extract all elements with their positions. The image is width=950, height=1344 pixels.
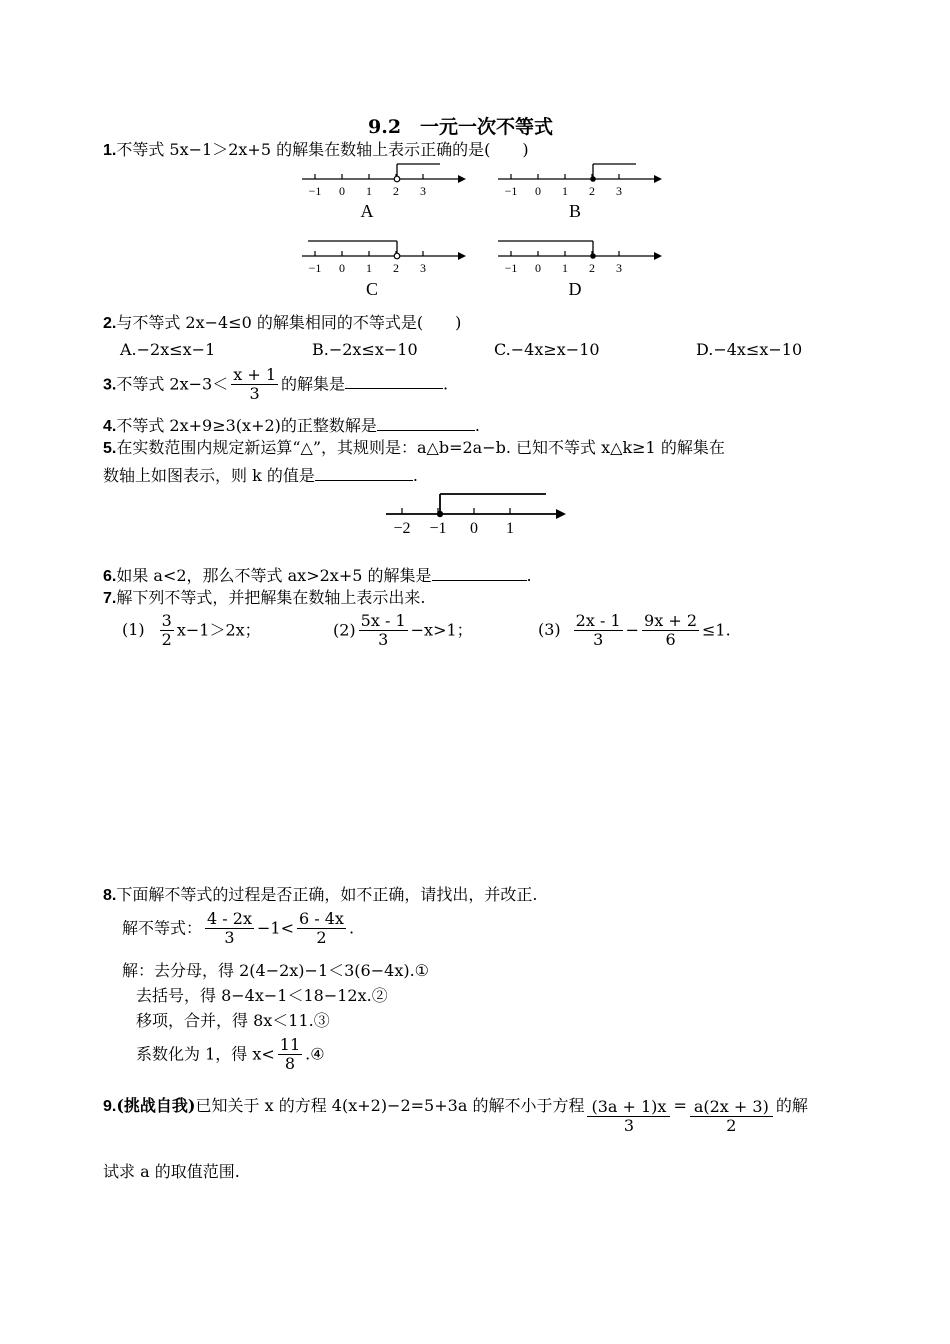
option-c-ticks xyxy=(309,251,426,275)
tick-label: −2 xyxy=(393,520,411,537)
question-8-inequality: 解不等式： $\frac{4 - 2x}{3}$ −1< $\frac{6 - 4x}{2}$ . xyxy=(122,909,355,948)
question-number: 3. xyxy=(103,376,117,394)
problem-7-3: (3) $\frac{2x - 1}{3}$ − $\frac{9x + 2}{6}$ ≤1. xyxy=(538,611,731,650)
question-text: 不等式 5x−1＞2x+5 的解集在数轴上表示正确的是( ) xyxy=(116,140,529,159)
solution-step-1: 解：去分母，得 2(4−2x)−1＜3(6−4x).① xyxy=(122,961,430,980)
tick-label: −1 xyxy=(504,261,518,275)
fraction: $\frac{x + 1}{3}$ xyxy=(233,365,277,404)
question-1 xyxy=(103,142,529,159)
option-d-number-line xyxy=(496,235,666,305)
question-text-end: 的解集是 xyxy=(281,374,346,394)
tick-label: 1 xyxy=(366,261,372,275)
option-b-number-line xyxy=(496,158,666,228)
question-5-line-2: 数轴上如图表示，则 k 的值是 . xyxy=(103,466,418,485)
question-2 xyxy=(103,315,461,332)
tick-label: −1 xyxy=(429,520,447,537)
option-b-ticks xyxy=(505,174,622,198)
page-title: 9.2 一元一次不等式 xyxy=(368,116,554,138)
solution-step-4: 系数化为 1，得 x< $\frac{11}{8}$ .④ xyxy=(136,1035,325,1074)
question-number: 4. xyxy=(103,418,117,435)
option-a-number-line xyxy=(300,158,470,228)
fraction: $\frac{(3a + 1)x}{3}$ xyxy=(587,1098,670,1136)
fraction: $\frac{9x + 2}{6}$ xyxy=(644,611,698,650)
closed-dot xyxy=(590,253,596,259)
question-text: 不等式 2x−3＜ xyxy=(116,374,229,394)
closed-dot xyxy=(590,176,596,182)
fraction: $\frac{4 - 2x}{3}$ xyxy=(207,909,252,948)
fraction: $\frac{3}{2}$ xyxy=(161,611,172,650)
answer-blank[interactable] xyxy=(432,566,527,581)
challenge-tag: (挑战自我) xyxy=(116,1096,196,1115)
question-text: 在实数范围内规定新运算“△”，其规则是：a△b=2a−b. 已知不等式 x△k≥1 的解集在 xyxy=(116,438,725,457)
tick-label: 2 xyxy=(589,184,595,198)
tick-label: 3 xyxy=(616,261,622,275)
tick-label: 2 xyxy=(393,261,399,275)
open-dot xyxy=(394,253,400,259)
question-text: 已知关于 x 的方程 4(x+2)−2=5+3a 的解不小于方程 xyxy=(195,1096,585,1115)
solution-step-2: 去括号，得 8−4x−1＜18−12x.② xyxy=(136,986,388,1005)
answer-blank[interactable] xyxy=(345,374,443,389)
option-label: B xyxy=(568,201,582,221)
answer-blank[interactable] xyxy=(377,416,475,431)
q5-ticks xyxy=(393,508,514,537)
fraction: $\frac{5x - 1}{3}$ xyxy=(360,611,406,650)
question-5 xyxy=(103,440,725,457)
tick-label: 3 xyxy=(420,261,426,275)
problem-7-2: (2) $\frac{5x - 1}{3}$ −x>1； xyxy=(333,611,473,650)
problem-7-1: (1) $\frac{3}{2}$ x−1＞2x； xyxy=(122,611,261,650)
question-text: 与不等式 2x−4≤0 的解集相同的不等式是( ) xyxy=(116,313,462,332)
question-number: 1. xyxy=(103,142,117,159)
option-c-number-line xyxy=(300,235,470,305)
choice-c: C.−4x≥x−10 xyxy=(494,340,600,359)
option-label: C xyxy=(365,279,379,299)
tick-label: −1 xyxy=(308,184,322,198)
question-9-line-2: 试求 a 的取值范围. xyxy=(103,1162,240,1181)
tick-label: 0 xyxy=(470,520,478,537)
question-9: 9.(挑战自我)已知关于 x 的方程 4(x+2)−2=5+3a 的解不小于方程 $\frac{(3a + 1)x}{3}$ = $\frac{a(2x + 3)}{2}$ 的解 xyxy=(103,1096,808,1136)
open-dot xyxy=(394,176,400,182)
question-5-number-line xyxy=(384,488,574,540)
tick-label: 3 xyxy=(420,184,426,198)
tick-label: 0 xyxy=(339,261,345,275)
option-label: D xyxy=(568,279,582,299)
question-number: 7. xyxy=(103,590,117,607)
tick-label: 0 xyxy=(535,261,541,275)
question-number: 5. xyxy=(103,440,117,457)
question-8 xyxy=(103,887,537,904)
tick-label: 0 xyxy=(339,184,345,198)
solution-step-3: 移项，合并，得 8x＜11.③ xyxy=(136,1011,330,1030)
choice-d: D.−4x≤x−10 xyxy=(696,340,803,359)
tick-label: 1 xyxy=(506,520,514,537)
question-number: 9. xyxy=(103,1098,117,1115)
option-d-ticks xyxy=(505,251,622,275)
option-a-ticks xyxy=(309,174,426,198)
tick-label: −1 xyxy=(308,261,322,275)
tick-label: 3 xyxy=(616,184,622,198)
question-text: 解下列不等式，并把解集在数轴上表示出来. xyxy=(116,588,426,607)
answer-blank[interactable] xyxy=(315,466,413,481)
question-4: 4.不等式 2x+9≥3(x+2)的正整数解是 . xyxy=(103,416,480,435)
tick-label: 1 xyxy=(562,261,568,275)
fraction: $\frac{2x - 1}{3}$ xyxy=(575,611,621,650)
question-number: 6. xyxy=(103,568,117,585)
question-text: 如果 a<2，那么不等式 ax>2x+5 的解集是 xyxy=(116,566,432,585)
tick-label: 2 xyxy=(393,184,399,198)
option-label: A xyxy=(360,201,374,221)
choice-b: B.−2x≤x−10 xyxy=(312,340,418,359)
tick-label: 1 xyxy=(366,184,372,198)
choice-a: A.−2x≤x−1 xyxy=(120,340,216,359)
question-text: 下面解不等式的过程是否正确，如不正确，请找出，并改正. xyxy=(116,885,538,904)
question-6: 6.如果 a<2，那么不等式 ax>2x+5 的解集是 . xyxy=(103,566,532,585)
tick-label: 0 xyxy=(535,184,541,198)
fraction: $\frac{6 - 4x}{2}$ xyxy=(298,909,344,948)
tick-label: 2 xyxy=(589,261,595,275)
tick-label: 1 xyxy=(562,184,568,198)
fraction: $\frac{a(2x + 3)}{2}$ xyxy=(690,1098,773,1136)
question-number: 2. xyxy=(103,315,117,332)
question-number: 8. xyxy=(103,887,117,904)
closed-dot xyxy=(437,511,443,517)
question-3: 3.不等式 2x−3＜ $\frac{x + 1}{3}$ 的解集是 . xyxy=(103,365,449,404)
tick-label: −1 xyxy=(504,184,518,198)
fraction: $\frac{11}{8}$ xyxy=(279,1035,301,1074)
question-text: 不等式 2x+9≥3(x+2)的正整数解是 xyxy=(116,416,377,435)
question-7 xyxy=(103,590,425,607)
